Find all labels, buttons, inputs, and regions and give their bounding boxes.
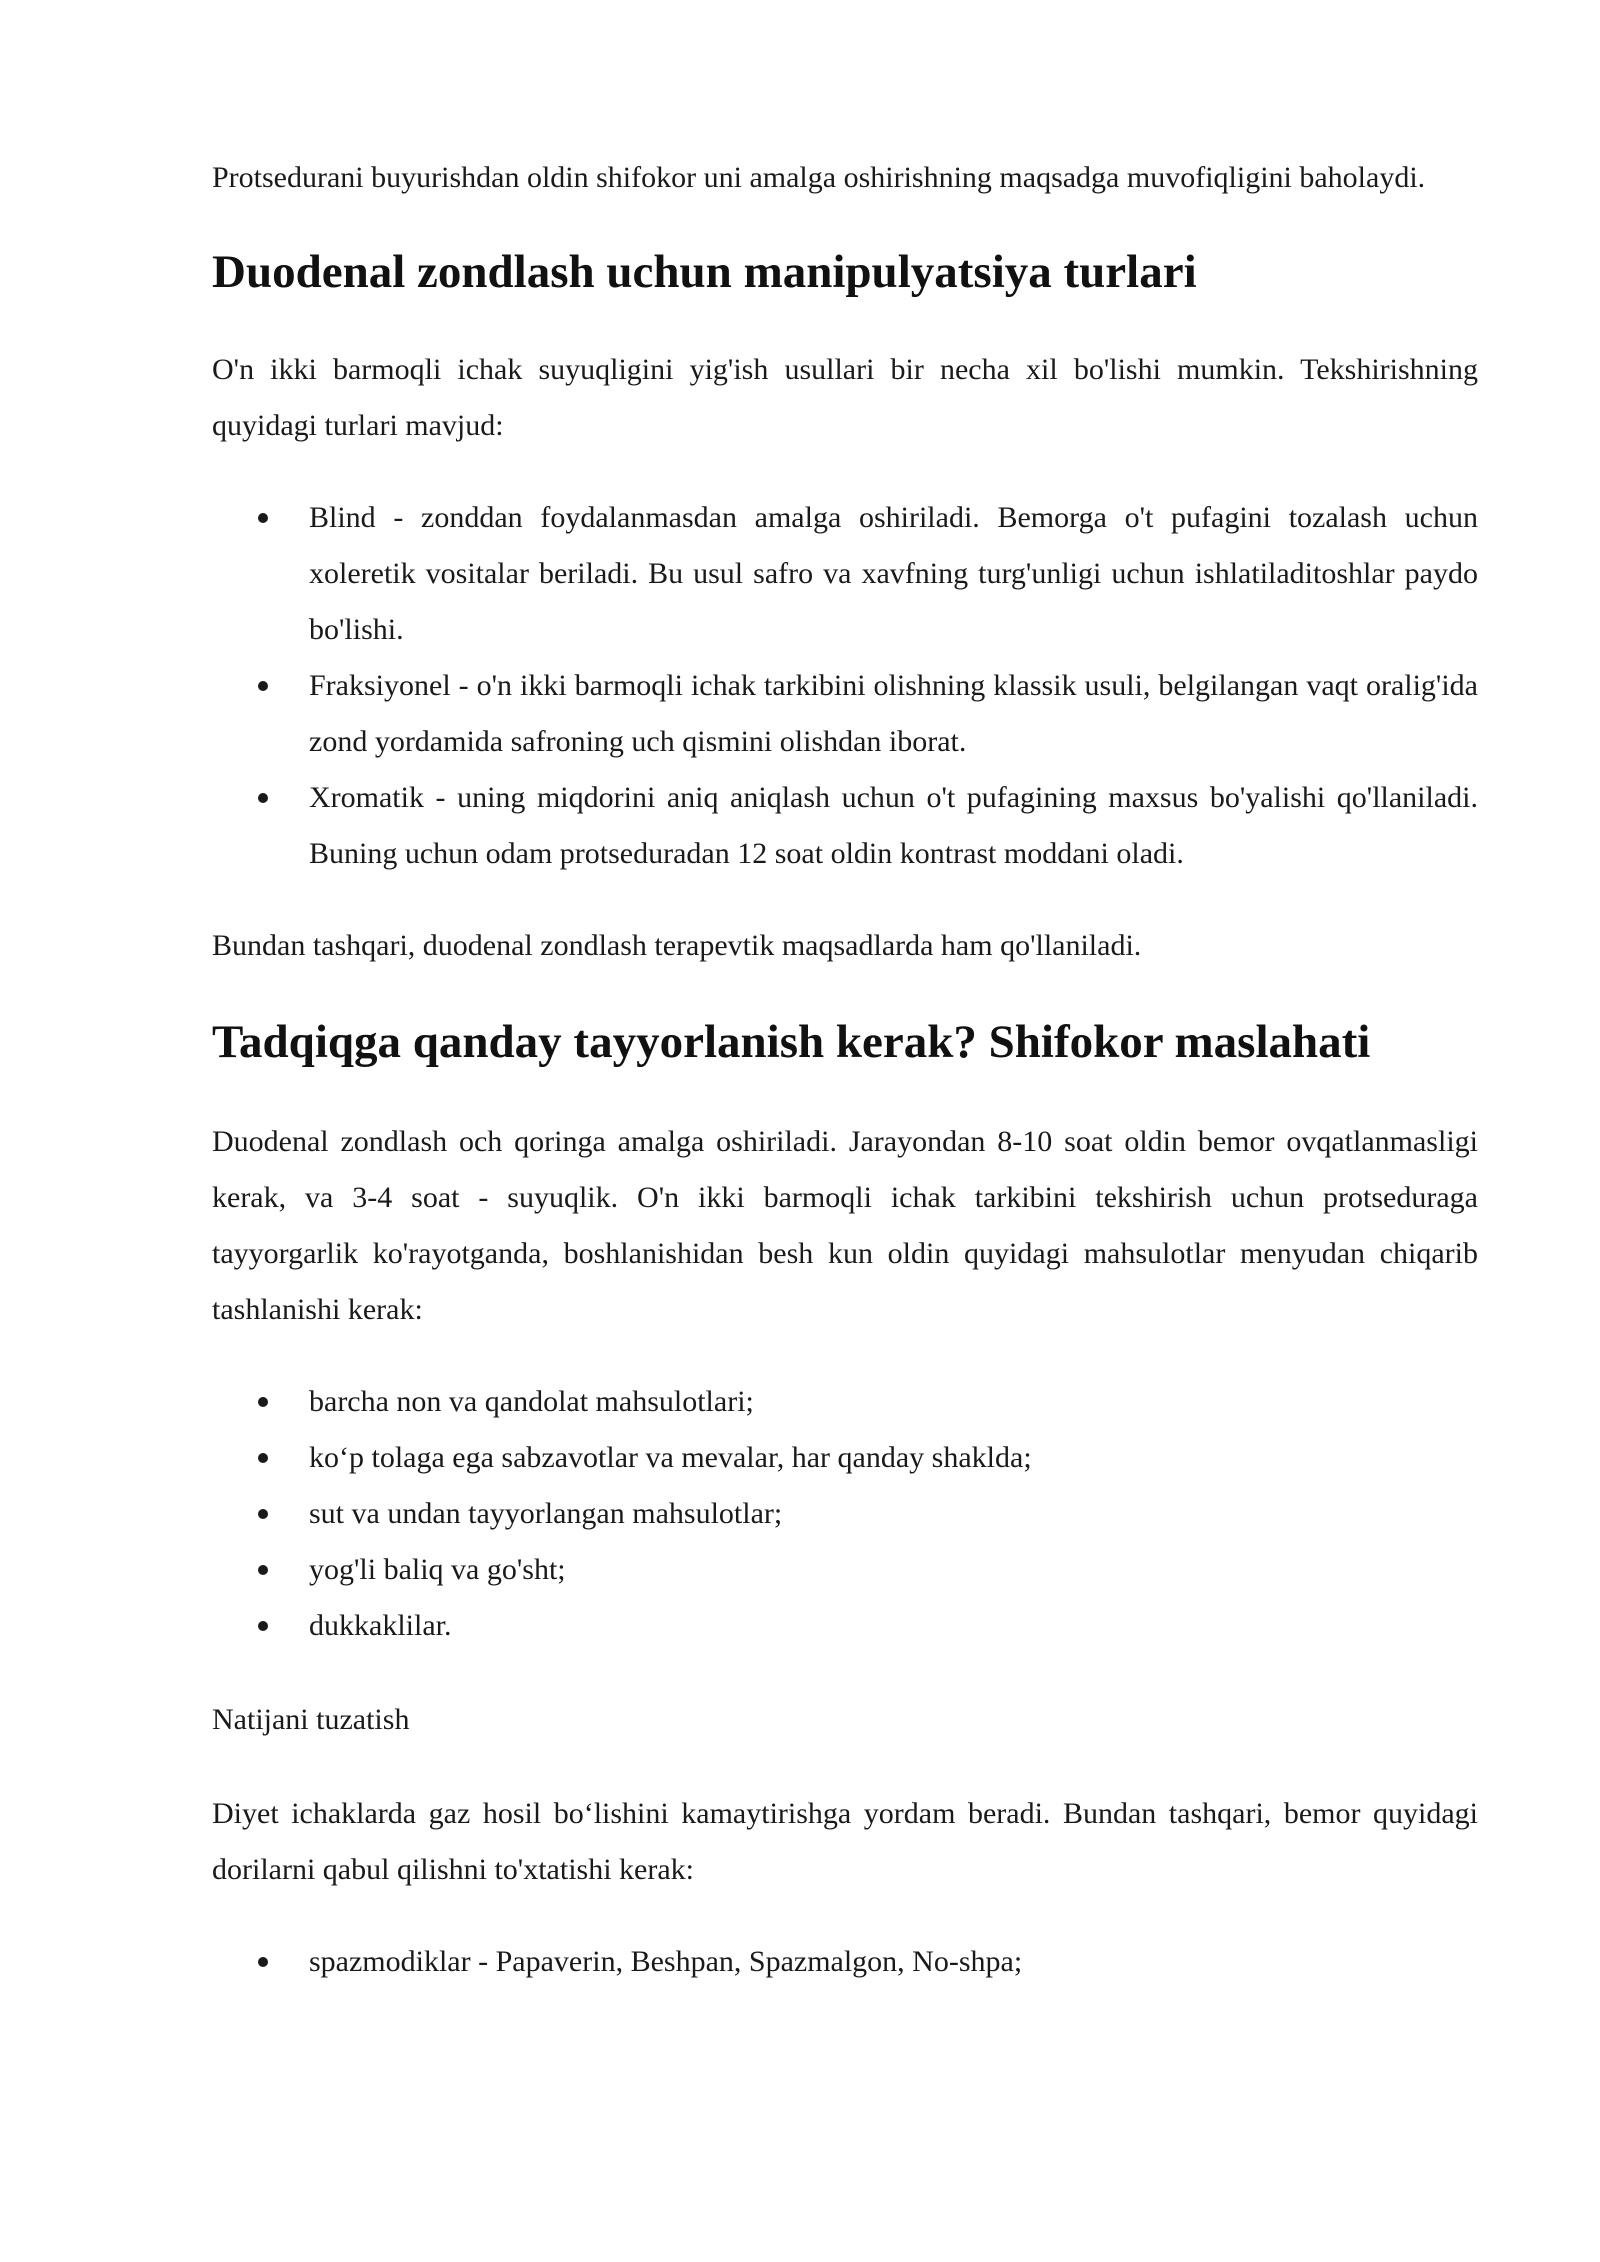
drugs-list	[212, 1934, 1478, 1990]
diet-paragraph: Diyet ichaklarda gaz hosil boʻlishini kamaytirishga yordam beradi. Bundan tashqari, bemor quyidagi dorilarni qabul qilishni to'xtatishi kerak:	[212, 1797, 1478, 1886]
list-item	[212, 1486, 1478, 1542]
list-item-text: Fraksiyonel - o'n ikki barmoqli ichak tarkibini olishning klassik usuli, belgilangan vaqt oralig'ida zond yordamida safroning uch qismini olishdan iborat.	[309, 669, 1478, 758]
list-item-text: koʻp tolaga ega sabzavotlar va mevalar, har qanday shaklda;	[309, 1441, 1032, 1474]
bullet-icon	[258, 1453, 268, 1463]
list-item	[212, 770, 1478, 882]
list-item-text: spazmodiklar - Papaverin, Beshpan, Spazmalgon, No-shpa;	[309, 1945, 1023, 1978]
list-item-text: dukkaklilar.	[309, 1609, 452, 1642]
list-item	[212, 1934, 1478, 1990]
list-item-text: barcha non va qandolat mahsulotlari;	[309, 1385, 754, 1418]
bullet-icon	[258, 1621, 268, 1631]
bullet-icon	[258, 513, 268, 523]
bullet-icon	[258, 1397, 268, 1407]
list-item-text: Blind - zonddan foydalanmasdan amalga oshiriladi. Bemorga o't pufagini tozalash uchun xoleretik vositalar beriladi. Bu usul safro va xavfning turg'unligi uchun ishlatiladitoshlar paydo bo'lishi.	[309, 501, 1478, 646]
list-item-text: sut va undan tayyorlangan mahsulotlar;	[309, 1497, 783, 1530]
bullet-icon	[258, 1565, 268, 1575]
list-item	[212, 1598, 1478, 1654]
list-item	[212, 490, 1478, 658]
types-after-paragraph: Bundan tashqari, duodenal zondlash terapevtik maqsadlarda ham qo'llaniladi.	[212, 929, 1142, 962]
list-item-text: yog'li baliq va go'sht;	[309, 1553, 566, 1586]
list-item	[212, 1542, 1478, 1598]
types-intro-paragraph: O'n ikki barmoqli ichak suyuqligini yig'ish usullari bir necha xil bo'lishi mumkin. Tekshirishning quyidagi turlari mavjud:	[212, 353, 1478, 442]
intro-paragraph: Protsedurani buyurishdan oldin shifokor uni amalga oshirishning maqsadga muvofiqligini baholaydi.	[212, 161, 1426, 194]
types-heading: Duodenal zondlash uchun manipulyatsiya turlari	[212, 246, 1197, 298]
list-item-text: Xromatik - uning miqdorini aniq aniqlash uchun o't pufagining maxsus bo'yalishi qo'llaniladi. Buning uchun odam protseduradan 12 soat oldin kontrast moddani oladi.	[309, 781, 1478, 870]
prep-paragraph: Duodenal zondlash och qoringa amalga oshiriladi. Jarayondan 8-10 soat oldin bemor ovqatlanmasligi kerak, va 3-4 soat - suyuqlik. O'n ikki barmoqli ichak tarkibini tekshirish uchun protseduraga tayyorgarlik ko'rayotganda, boshlanishidan besh kun oldin quyidagi mahsulotlar menyudan chiqarib tashlanishi kerak:	[212, 1125, 1478, 1326]
bullet-icon	[258, 1509, 268, 1519]
list-item	[212, 1374, 1478, 1430]
types-list	[212, 490, 1478, 882]
list-item	[212, 658, 1478, 770]
foods-list	[212, 1374, 1478, 1654]
document-page	[212, 150, 1478, 1990]
prep-heading: Tadqiqga qanday tayyorlanish kerak? Shifokor maslahati	[212, 1016, 1371, 1068]
bullet-icon	[258, 1957, 268, 1967]
bullet-icon	[258, 681, 268, 691]
correction-paragraph: Natijani tuzatish	[212, 1703, 410, 1736]
list-item	[212, 1430, 1478, 1486]
bullet-icon	[258, 793, 268, 803]
